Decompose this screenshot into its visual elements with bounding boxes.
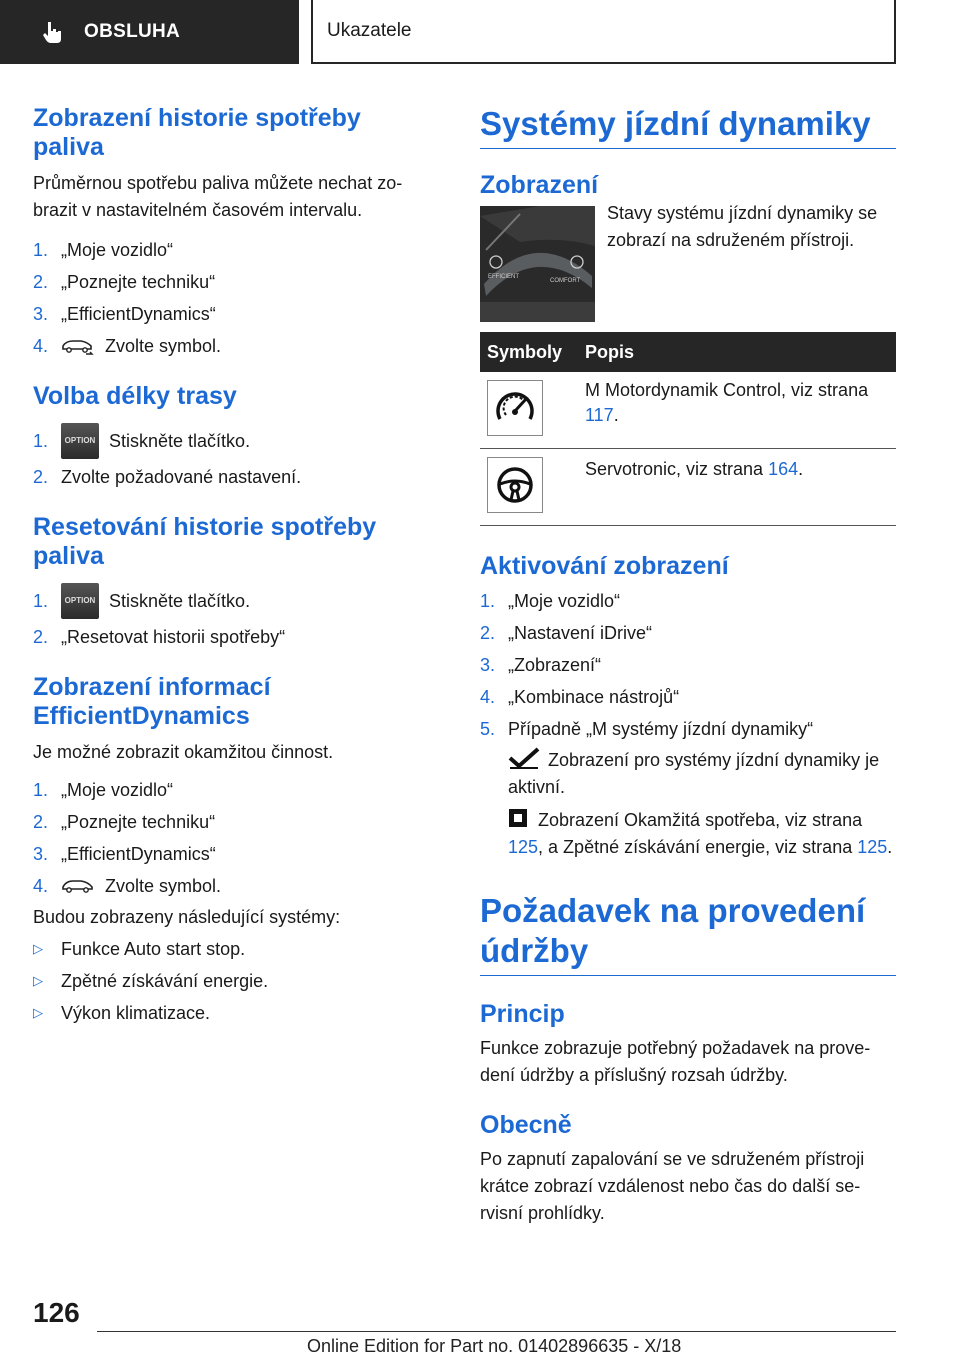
section-title-activate: Aktivování zobrazení xyxy=(480,552,729,580)
efficientdynamics-steps xyxy=(33,774,428,902)
checkmark-icon xyxy=(508,747,540,769)
svg-text:COMFORT: COMFORT xyxy=(550,278,581,284)
history-body: Průměrnou spotřebu paliva můžete nechat zobrazit v nastavitelném časovém intervalu. xyxy=(33,173,403,220)
checkbox-icon xyxy=(508,808,528,828)
efficientdynamics-body: Je možné zobrazit okamžitou činnost. xyxy=(33,742,334,762)
reset-steps xyxy=(33,581,428,653)
car-symbol-icon xyxy=(61,876,95,896)
list-item: 1. OPTION Stiskněte tlačítko. xyxy=(33,581,428,621)
page-link-125[interactable]: 125 xyxy=(508,837,539,857)
list-item: 2. „Resetovat historii spotřeby“ xyxy=(33,627,286,647)
header-chapter-label: Ukazatele xyxy=(327,20,412,41)
list-item: 4. Zvolte symbol. xyxy=(33,876,222,896)
list-item: 3. „Zobrazení“ xyxy=(480,655,602,675)
list-item: 1. OPTION Stiskněte tlačítko. xyxy=(33,421,428,461)
activate-steps xyxy=(480,585,896,745)
desc-servotronic: Servotronic, viz strana 164. xyxy=(578,449,896,526)
list-item: ▷ Zpětné získávání energie. xyxy=(33,971,269,991)
list-item: 1. „Moje vozidlo“ xyxy=(33,780,174,800)
history-steps xyxy=(33,234,428,362)
section-title-general: Obecně xyxy=(480,1111,572,1139)
list-item: 1. „Moje vozidlo“ xyxy=(33,240,174,260)
trip-steps xyxy=(33,421,428,493)
systems-list xyxy=(33,933,428,1029)
page-link-125[interactable]: 125 xyxy=(857,837,888,857)
left-column xyxy=(33,104,428,1029)
list-item: 3. „EfficientDynamics“ xyxy=(33,844,216,864)
list-item: 2. „Poznejte techniku“ xyxy=(33,272,216,292)
instrument-cluster-image xyxy=(480,206,595,322)
car-symbol-icon xyxy=(61,336,95,356)
section-title-history: Zobrazení historie spotřeby paliva xyxy=(33,104,361,161)
option-button-icon: OPTION xyxy=(61,583,99,619)
footer-divider xyxy=(97,1331,896,1332)
desc-m-motordynamik: M Motordynamik Control, viz strana 117. xyxy=(578,372,896,449)
header-chapter xyxy=(311,0,896,64)
list-item: 3. „EfficientDynamics“ xyxy=(33,304,216,324)
list-item: ▷ Funkce Auto start stop. xyxy=(33,939,246,959)
svg-text:EFFICIENT: EFFICIENT xyxy=(488,274,519,280)
list-item: 2. „Poznejte techniku“ xyxy=(33,812,216,832)
general-body: Po zapnutí zapalování se ve sdruženém přístroji krátce zobrazí vzdálenost nebo čas do další servisní prohlídky. xyxy=(480,1149,865,1223)
list-item: 4. „Kombinace nástrojů“ xyxy=(480,687,680,707)
table-row xyxy=(480,449,896,526)
hand-pointer-icon xyxy=(40,19,66,45)
symbols-table xyxy=(480,332,896,526)
section-title-trip: Volba délky trasy xyxy=(33,382,237,410)
list-item: 4. Zvolte symbol. xyxy=(33,336,222,356)
section-title-reset: Resetování historie spotřeby paliva xyxy=(33,513,377,570)
activate-option-dynamics: Zobrazení pro systémy jízdní dynamiky je aktivní. xyxy=(508,747,896,801)
page-link-117[interactable]: 117 xyxy=(585,405,614,425)
table-header-description: Popis xyxy=(578,332,896,372)
list-item: 2. „Nastavení iDrive“ xyxy=(480,623,653,643)
edition-text: Online Edition for Part no. 01402896635 - X/18 xyxy=(307,1336,682,1356)
m-motordynamik-icon xyxy=(487,380,543,436)
list-item: ▷ Výkon klimatizace. xyxy=(33,1003,211,1023)
option-button-icon: OPTION xyxy=(61,423,99,459)
principle-body: Funkce zobrazuje potřebný požadavek na provedení údržby a příslušný rozsah údržby. xyxy=(480,1038,871,1085)
page-link-164[interactable]: 164 xyxy=(768,459,799,479)
list-item: 5. Případně „M systémy jízdní dynamiky“ xyxy=(480,719,814,739)
section-title-principle: Princip xyxy=(480,1000,565,1028)
activate-option-consumption: Zobrazení Okamžitá spotřeba, viz strana 125, a Zpětné získávání energie, viz strana 125. xyxy=(508,810,893,857)
systems-intro: Budou zobrazeny následující systémy: xyxy=(33,907,341,927)
chapter-title-driving-dynamics: Systémy jízdní dynamiky xyxy=(480,104,896,149)
right-column xyxy=(480,104,896,1227)
section-title-efficientdynamics: Zobrazení informací EfficientDynamics xyxy=(33,673,271,730)
chapter-title-maintenance: Požadavek na provedení údržby xyxy=(480,891,896,976)
display-block xyxy=(480,203,896,322)
list-item: 2. Zvolte požadované nastavení. xyxy=(33,467,302,487)
header-section-label: OBSLUHA xyxy=(84,21,181,42)
display-body: Stavy systému jízdní dynamiky se zobrazí na sdruženém přístroji. xyxy=(607,203,878,250)
header-section-tab xyxy=(0,0,299,64)
section-title-display: Zobrazení xyxy=(480,171,599,199)
page-number: 126 xyxy=(33,1297,80,1328)
table-row xyxy=(480,372,896,449)
table-header-symbols: Symboly xyxy=(480,332,578,372)
steering-wheel-icon xyxy=(487,457,543,513)
list-item: 1. „Moje vozidlo“ xyxy=(480,591,621,611)
